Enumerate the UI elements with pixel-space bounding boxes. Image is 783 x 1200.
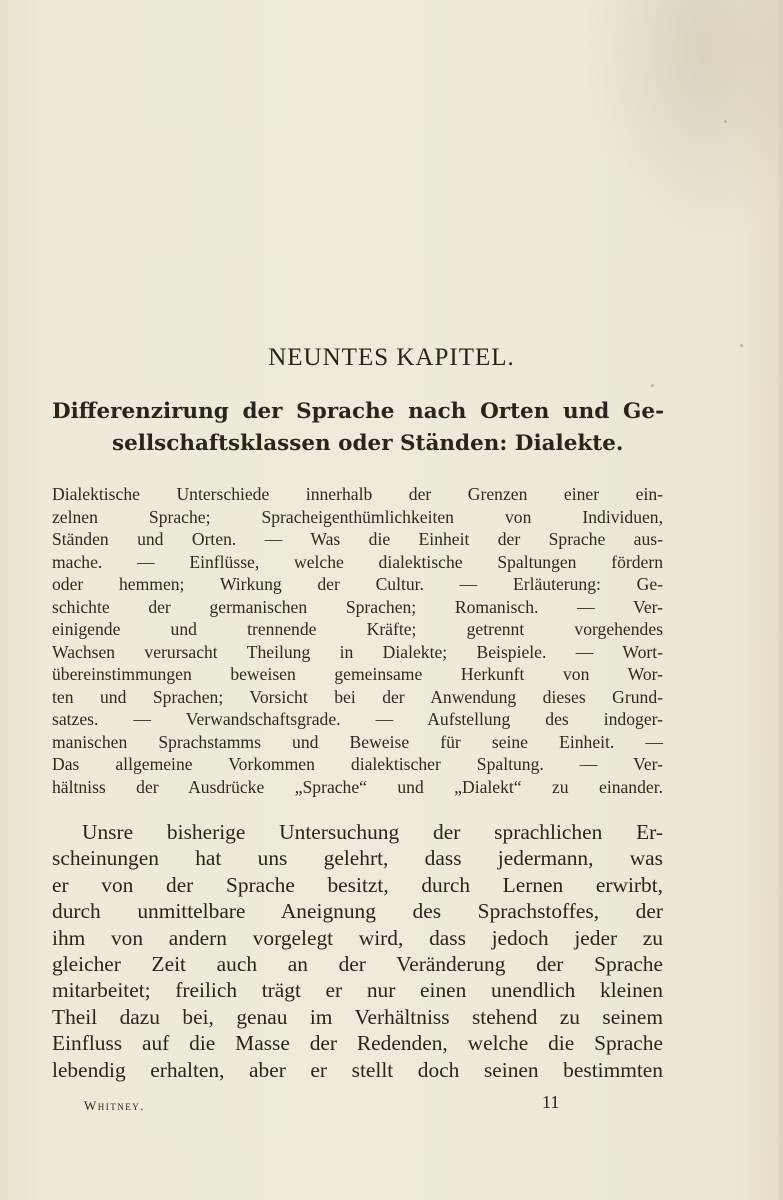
- body-line: durch unmittelbare Aneignung des Sprachstoffes, der: [52, 899, 663, 924]
- body-line: lebendig erhalten, aber er stellt doch seinen bestimmten: [52, 1057, 663, 1082]
- summary-line: Wachsen verursacht Theilung in Dialekte; Beispiele. — Wort-: [52, 641, 663, 662]
- summary-line: Ständen und Orten. — Was die Einheit der Sprache aus-: [52, 529, 663, 549]
- summary-line: ten und Sprachen; Vorsicht bei der Anwendung dieses Grund-: [52, 686, 663, 707]
- body-line: ihm von andern vorgelegt wird, dass jedoch jeder zu: [52, 925, 663, 950]
- summary-line: Dialektische Unterschiede innerhalb der Grenzen einer ein-: [52, 484, 663, 504]
- summary-line: manischen Sprachstamms und Beweise für seine Einheit. —: [52, 731, 663, 752]
- summary-line: einigende und trennende Kräfte; getrennt vorgehendes: [52, 619, 663, 639]
- body-paragraph: [52, 819, 663, 1083]
- summary-line: übereinstimmungen beweisen gemeinsame Herkunft von Wor-: [52, 664, 663, 684]
- body-line: er von der Sprache besitzt, durch Lernen erwirbt,: [52, 872, 663, 897]
- summary-line: zelnen Sprache; Spracheigenthümlichkeiten von Individuen,: [52, 506, 663, 527]
- body-line: Einfluss auf die Masse der Redenden, welche die Sprache: [52, 1031, 663, 1056]
- paper-speck: [651, 384, 654, 387]
- body-line: gleicher Zeit auch an der Veränderung der Sprache: [52, 952, 663, 977]
- summary-line: mache. — Einflüsse, welche dialektische Spaltungen fördern: [52, 551, 663, 572]
- body-line: Unsre bisherige Untersuchung der sprachlichen Er-: [82, 820, 663, 844]
- paper-speck: [724, 120, 727, 123]
- signature-mark: 11: [542, 1092, 560, 1112]
- summary-line: Das allgemeine Vorkommen dialektischer Spaltung. — Ver-: [52, 754, 663, 774]
- summary-line: oder hemmen; Wirkung der Cultur. — Erläuterung: Ge-: [52, 574, 663, 594]
- subtitle-line: Differenzirung der Sprache nach Orten und Ge-: [52, 399, 664, 424]
- chapter-subtitle: [52, 396, 664, 460]
- subtitle-line: sellschaftsklassen oder Ständen: Dialekte.: [112, 431, 624, 456]
- body-line: scheinungen hat uns gelehrt, dass jedermann, was: [52, 846, 663, 871]
- summary-line: hältniss der Ausdrücke „Sprache“ und „Dialekt“ zu einander.: [52, 776, 663, 797]
- chapter-summary: [52, 483, 663, 798]
- page-edge: [779, 0, 783, 1200]
- chapter-heading: NEUNTES KAPITEL.: [268, 344, 515, 371]
- footer-author: Whitney.: [84, 1098, 146, 1113]
- body-line: mitarbeitet; freilich trägt er nur einen unendlich kleinen: [52, 978, 663, 1003]
- summary-line: satzes. — Verwandschaftsgrade. — Aufstellung des indoger-: [52, 709, 663, 729]
- summary-line: schichte der germanischen Sprachen; Romanisch. — Ver-: [52, 596, 663, 617]
- body-line: Theil dazu bei, genau im Verhältniss stehend zu seinem: [52, 1004, 663, 1029]
